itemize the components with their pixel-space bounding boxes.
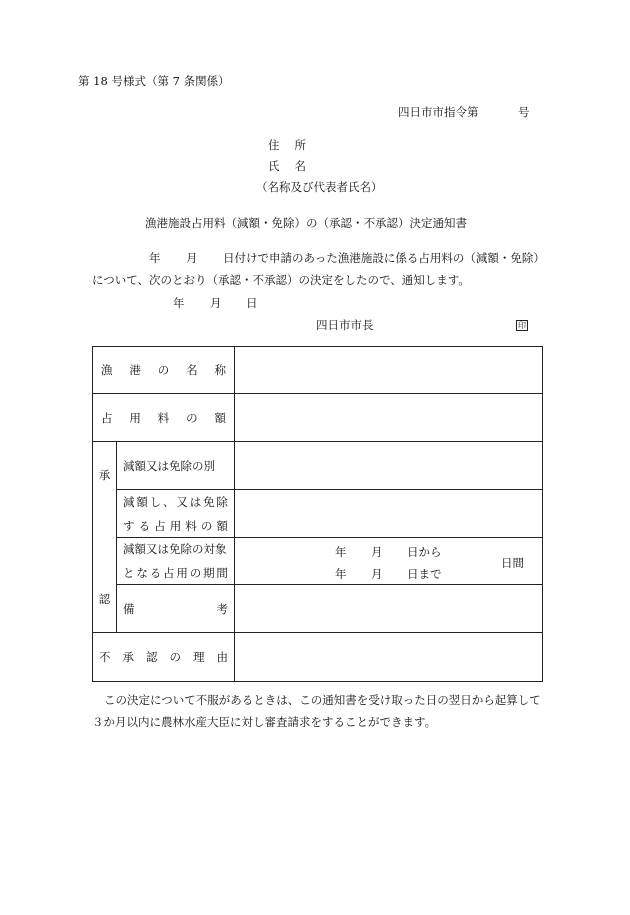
value-period	[235, 538, 543, 585]
label-rejection-reason: 不 承 認 の 理 由	[93, 633, 235, 682]
issue-date-month: 月	[210, 296, 222, 310]
row-reduction-type	[93, 442, 543, 490]
issue-date-year: 年	[173, 296, 185, 310]
period-to-month: 月	[371, 567, 383, 581]
document-number-prefix: 四日市市指令第	[398, 105, 479, 119]
row-port-name	[93, 347, 543, 394]
label-reduction-type: 減額又は免除の別	[117, 442, 235, 490]
period-to-year: 年	[335, 567, 347, 581]
label-fee-amount: 占 用 料 の 額	[93, 394, 235, 442]
row-remarks	[93, 585, 543, 633]
period-from-year: 年	[335, 545, 347, 559]
label-approval: 承 認	[93, 442, 117, 633]
document-number-suffix: 号	[518, 105, 530, 119]
period-days: 日間	[501, 556, 524, 570]
value-reduced-amount	[235, 490, 543, 538]
period-from-month: 月	[371, 545, 383, 559]
value-rejection-reason	[235, 633, 543, 682]
body-line1: 日付けで申請のあった漁港施設に係る占用料の（減額・免除）	[223, 251, 545, 265]
row-reduced-amount	[93, 490, 543, 538]
addressee-address-label: 住 所	[268, 138, 306, 152]
row-rejection-reason	[93, 633, 543, 682]
issue-date-day: 日	[246, 296, 258, 310]
row-period	[93, 538, 543, 585]
label-port-name: 漁 港 の 名 称	[93, 347, 235, 394]
period-from-day: 日から	[407, 545, 442, 559]
value-port-name	[235, 347, 543, 394]
period-to-day: 日まで	[407, 567, 442, 581]
addressee-org-note: （名称及び代表者氏名）	[256, 180, 383, 194]
details-table	[92, 346, 543, 682]
body-date-year: 年	[149, 251, 161, 265]
label-period: 減額又は免除の対象 と な る 占 用 の 期 間	[117, 538, 235, 585]
value-reduction-type	[235, 442, 543, 490]
label-reduced-amount: 減 額 し 、 又 は 免 除 す る 占 用 料 の 額	[117, 490, 235, 538]
value-fee-amount	[235, 394, 543, 442]
seal-icon: 印	[518, 321, 526, 330]
body-line2: について、次のとおり（承認・不承認）の決定をしたので、通知します。	[92, 273, 470, 287]
form-number: 第 18 号様式（第 7 条関係）	[78, 74, 230, 88]
appeal-notice-line1: この決定について不服があるときは、この通知書を受け取った日の翌日から起算して	[104, 693, 541, 707]
seal-mark	[516, 317, 528, 331]
value-remarks	[235, 585, 543, 633]
label-remarks: 備 考	[117, 585, 235, 633]
appeal-notice-line2: ３か月以内に農林水産大臣に対し審査請求をすることができます。	[92, 715, 437, 729]
issuer-name: 四日市市長	[316, 318, 374, 332]
addressee-name-label: 氏 名	[268, 159, 306, 173]
row-fee-amount	[93, 394, 543, 442]
body-date-month: 月	[186, 251, 198, 265]
document-title: 漁港施設占用料（減額・免除）の（承認・不承認）決定通知書	[145, 216, 467, 230]
